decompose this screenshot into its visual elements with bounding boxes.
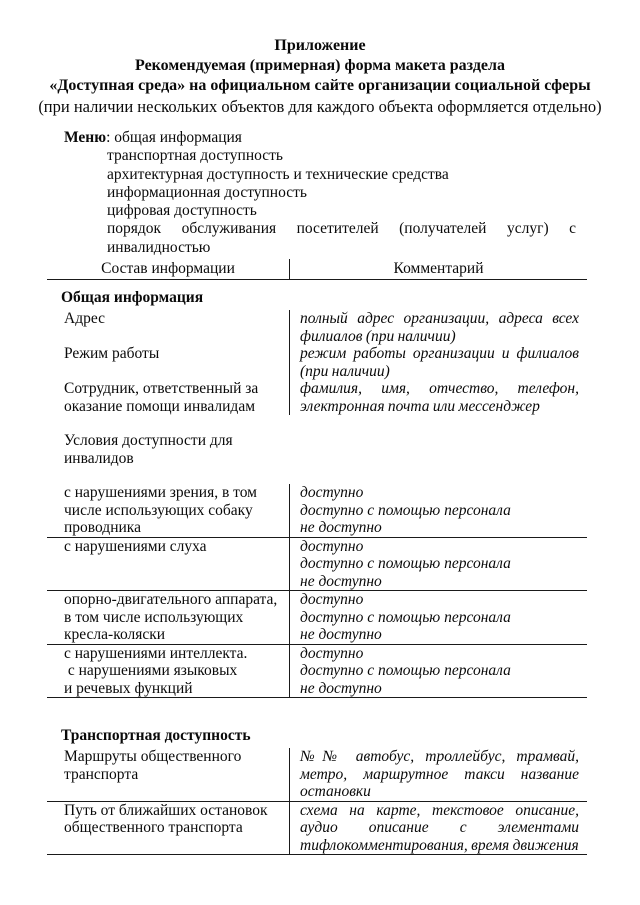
row-label-cell: [47, 432, 290, 467]
row-comment-line: доступно с помощью персонала: [300, 501, 511, 519]
row-label-cell: [47, 310, 290, 345]
table-gap: [47, 698, 587, 718]
row-label-line: с нарушениями зрения, в том: [64, 484, 257, 502]
row-label-cell: [47, 748, 290, 801]
row-label-cell: [47, 345, 290, 380]
row-comment-line: не доступно: [300, 626, 382, 644]
row-label-line: Режим работы: [64, 345, 160, 363]
menu-item-digital: цифровая доступность: [107, 202, 257, 220]
section-heading: Общая информация: [61, 289, 204, 307]
menu-item-general-info: : общая информация: [106, 129, 242, 146]
row-label-line: с нарушениями слуха: [64, 537, 207, 555]
header-line-note: (при наличии нескольких объектов для каждого объекта оформляется отдельно): [38, 97, 602, 116]
table-header-row: [47, 259, 587, 280]
table-row: [47, 802, 587, 856]
row-comment-cell: [290, 345, 587, 380]
row-comment-line: схема на карте, текстовое описание, аудио описание с элементами тифлокомментирования, время движения: [300, 801, 579, 854]
row-comment-cell: [290, 645, 587, 698]
row-label-line: с нарушениями языковых: [64, 662, 238, 680]
row-label-line: Маршруты общественного: [64, 748, 242, 766]
header-line-appendix: Приложение: [274, 37, 366, 54]
menu-item-transport: транспортная доступность: [107, 147, 283, 165]
table-gap: [47, 467, 587, 484]
row-comment-cell: [290, 310, 587, 345]
table-gap: [47, 415, 587, 432]
row-label-cell: [47, 484, 290, 537]
row-comment-line: доступно с помощью персонала: [300, 608, 511, 626]
table-row: [47, 538, 587, 592]
menu-item-service-order: порядок обслуживания посетителей (получателей услуг) с инвалидностью: [107, 220, 576, 256]
row-comment-line: не доступно: [300, 679, 382, 697]
row-comment-cell: [290, 748, 587, 801]
row-label-cell: [47, 802, 290, 855]
row-comment-cell: [290, 432, 587, 467]
row-comment-line: доступно с помощью персонала: [300, 662, 511, 680]
row-comment-cell: [290, 538, 587, 591]
table-row: [47, 591, 587, 645]
row-label-line: Адрес: [64, 310, 105, 328]
menu-first-line: [64, 129, 576, 147]
menu-items: [107, 147, 576, 257]
row-label-line: числе использующих собаку: [64, 501, 253, 519]
row-comment-cell: [290, 802, 587, 855]
row-comment-line: доступно с помощью персонала: [300, 555, 511, 573]
row-comment-line: доступно: [300, 484, 364, 502]
row-comment-line: режим работы организации и филиалов (при наличии): [300, 345, 579, 380]
row-label-line: кресла-коляски: [64, 626, 166, 644]
section-heading: Транспортная доступность: [61, 727, 251, 745]
row-label-line: инвалидов: [64, 449, 134, 467]
row-label-line: Путь от ближайших остановок: [64, 801, 268, 819]
row-comment-line: доступно: [300, 591, 364, 609]
menu-label: Меню: [64, 129, 107, 146]
row-comment-line: не доступно: [300, 519, 382, 537]
row-label-cell: [47, 645, 290, 698]
row-label-line: с нарушениями интеллекта.: [64, 644, 248, 662]
row-comment-line: не доступно: [300, 572, 382, 590]
info-table: [47, 259, 587, 855]
row-label-line: опорно-двигательного аппарата,: [64, 591, 278, 609]
header-line-recommended-form: Рекомендуемая (примерная) форма макета раздела: [135, 57, 505, 74]
document-header: [0, 36, 640, 117]
table-row: [47, 748, 587, 802]
row-label-cell: [47, 591, 290, 644]
row-label-line: в том числе использующих: [64, 608, 244, 626]
row-comment-line: доступно: [300, 644, 364, 662]
row-label-line: Условия доступности для: [64, 432, 233, 450]
row-comment-cell: [290, 591, 587, 644]
row-comment-line: №№ автобус, троллейбус, трамвай, метро, маршрутное такси название остановки: [300, 748, 579, 801]
row-comment-line: полный адрес организации, адреса всех филиалов (при наличии): [300, 310, 579, 345]
row-comment-line: доступно: [300, 537, 364, 555]
row-comment-line: фамилия, имя, отчество, телефон, электронная почта или мессенджер: [300, 380, 579, 415]
row-label-line: оказание помощи инвалидам: [64, 397, 256, 415]
table-row: [47, 432, 587, 467]
table-row: [47, 310, 587, 345]
row-label-line: и речевых функций: [64, 679, 193, 697]
menu-block: [64, 129, 576, 257]
table-body: [47, 280, 587, 855]
row-label-line: общественного транспорта: [64, 819, 243, 837]
row-label-cell: [47, 538, 290, 591]
row-label-line: проводника: [64, 519, 141, 537]
table-row: [47, 484, 587, 538]
row-label-cell: [47, 380, 290, 415]
row-label-line: Сотрудник, ответственный за: [64, 380, 259, 398]
table-header-comment: Комментарий: [393, 260, 484, 278]
menu-item-architecture: архитектурная доступность и технические средства: [107, 165, 449, 183]
table-header-composition: Состав информации: [47, 259, 290, 279]
row-comment-cell: [290, 484, 587, 537]
table-row: [47, 645, 587, 699]
table-row: [47, 380, 587, 415]
header-line-section-name: «Доступная среда» на официальном сайте организации социальной сферы: [49, 77, 591, 94]
row-comment-cell: [290, 380, 587, 415]
row-label-line: транспорта: [64, 765, 139, 783]
menu-item-information: информационная доступность: [107, 183, 307, 201]
table-row: [47, 345, 587, 380]
